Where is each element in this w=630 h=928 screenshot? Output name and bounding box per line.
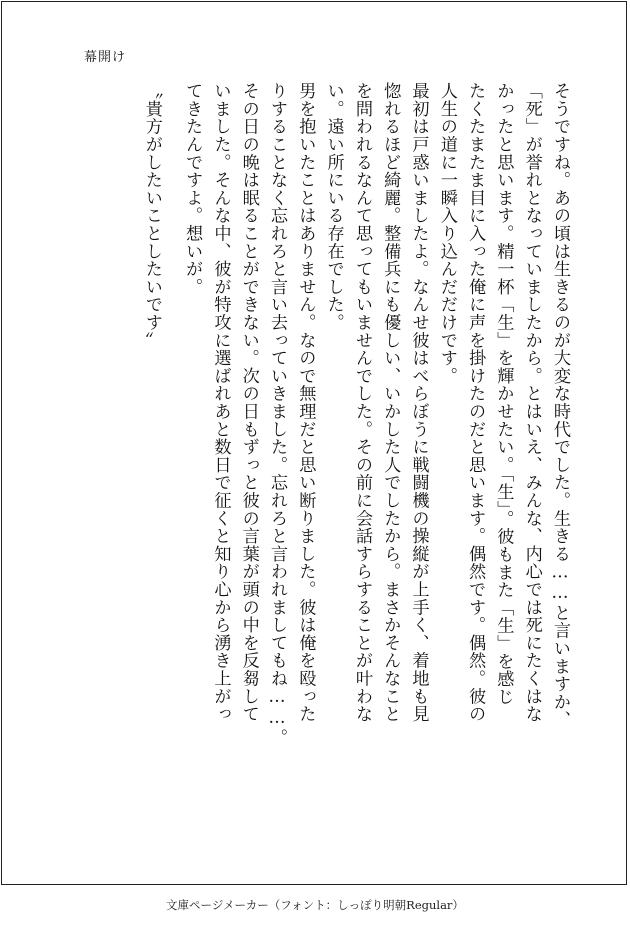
text-line: そうですね。あの頃は生きるのが大変な時代でした。生きる……と言いますか、 bbox=[550, 82, 570, 729]
page-frame bbox=[1, 1, 627, 885]
text-line: 「死」が誉れとなっていましたから。とはいえ、みんな、内心では死にたくはな bbox=[521, 82, 542, 723]
text-line: りすることなく忘れろと言い去っていきました。忘れろと言われましてもね……。 bbox=[267, 82, 288, 747]
text-line: 人生の道に一瞬入り込んだだけです。 bbox=[436, 82, 457, 385]
footer-credit: 文庫ページメーカー（フォント：しっぽり明朝Regular） bbox=[166, 898, 464, 912]
text-line: い。遠い所にいる存在でした。 bbox=[323, 82, 344, 332]
text-line: を問われるなんて思ってもいませんでした。その前に会話すらすることが叶わな bbox=[351, 82, 372, 723]
text-line: かったと思います。精一杯「生」を輝かせたい。「生」。彼もまた「生」を感じ bbox=[493, 82, 514, 706]
quote-line: 〝貴方がしたいことしたいです〟 bbox=[141, 82, 162, 349]
text-line: たくたまたま目に入った俺に声を掛けたのだと思います。偶然です。偶然。彼の bbox=[465, 82, 486, 723]
text-line: 最初は戸惑いましたよ。なんせ彼はべらぼうに戦闘機の操縦が上手く、着地も見 bbox=[408, 82, 429, 723]
text-line: てきたんですよ。想いが。 bbox=[182, 82, 203, 296]
text-line: その日の晩は眠ることができない。次の日もずっと彼の言葉が頭の中を反芻して bbox=[238, 82, 259, 723]
text-line: 惚れるほど綺麗。整備兵にも優しい、いかした人でしたから。まさかそんなこと bbox=[380, 82, 401, 723]
chapter-title: 幕開け bbox=[84, 50, 127, 65]
text-line: いました。そんな中、彼が特攻に選ばれあと数日で征くと知り心から湧き上がっ bbox=[210, 82, 231, 723]
text-line: 男を抱いたことはありません。なので無理だと思い断りました。彼は俺を殴った bbox=[295, 82, 316, 723]
vertical-text-body bbox=[84, 82, 574, 802]
